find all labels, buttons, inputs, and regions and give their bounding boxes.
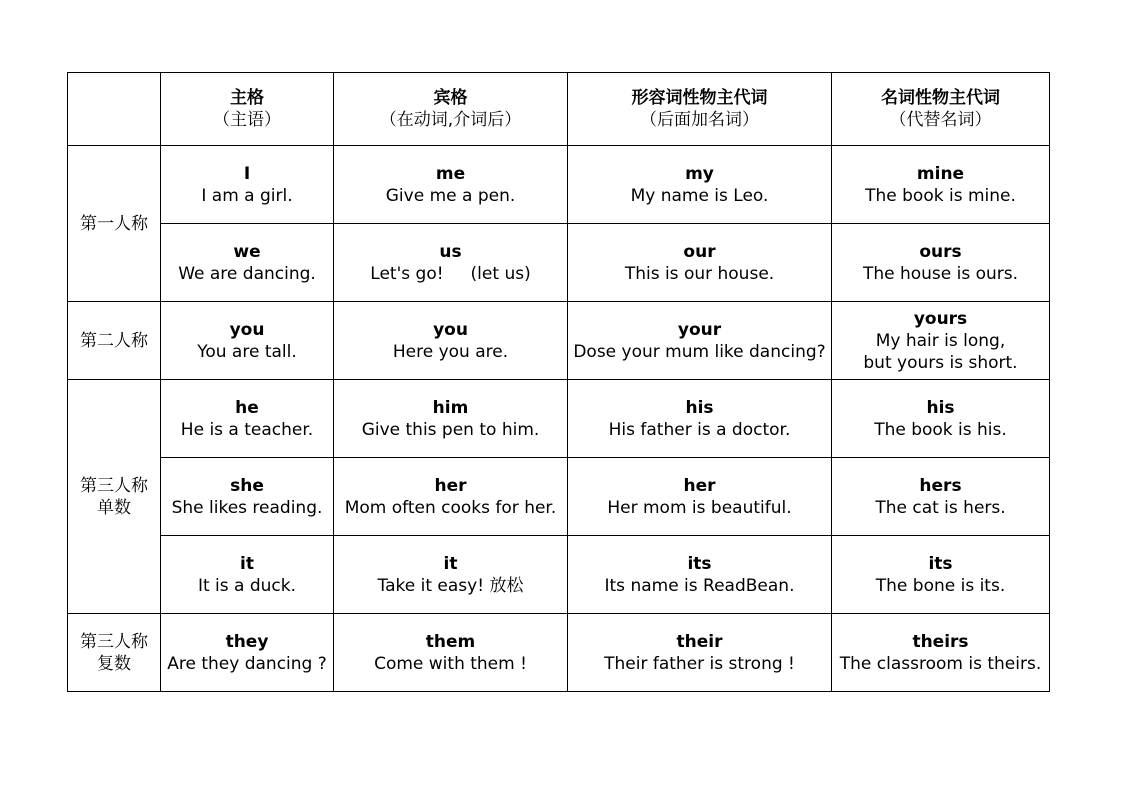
pronoun-word: yours <box>913 308 968 329</box>
pronoun-word: them <box>425 631 476 652</box>
header-subtitle: （在动词,介词后） <box>379 110 522 130</box>
pronoun-table <box>67 72 1050 692</box>
pronoun-word: her <box>683 475 716 496</box>
pronoun-word: they <box>225 631 269 652</box>
pronoun-word: she <box>230 475 264 496</box>
pronoun-cell <box>568 302 832 380</box>
example-sentence: The bone is its. <box>875 575 1006 596</box>
pronoun-word: her <box>434 475 467 496</box>
header-subtitle: （代替名词） <box>889 110 992 130</box>
table-row <box>68 302 1050 380</box>
example-sentence: The classroom is theirs. <box>839 653 1042 674</box>
pronoun-word: its <box>687 553 712 574</box>
example-sentence: The book is his. <box>874 419 1007 440</box>
pronoun-word: we <box>233 241 261 262</box>
pronoun-cell <box>334 458 568 536</box>
pronoun-cell <box>832 458 1050 536</box>
pronoun-cell <box>568 146 832 224</box>
example-sentence: Give me a pen. <box>385 185 516 206</box>
table-row <box>68 614 1050 692</box>
example-sentence: Their father is strong ! <box>604 653 795 674</box>
pronoun-word: it <box>443 553 458 574</box>
example-sentence-continued: but yours is short. <box>863 352 1018 373</box>
group-label-third-person-plural: 第三人称 复数 <box>68 614 161 692</box>
example-sentence: You are tall. <box>197 341 297 362</box>
pronoun-cell <box>161 536 334 614</box>
pronoun-cell <box>161 458 334 536</box>
pronoun-cell <box>568 458 832 536</box>
pronoun-word: their <box>676 631 723 652</box>
example-sentence: Give this pen to him. <box>361 419 540 440</box>
table-row <box>68 458 1050 536</box>
header-title: 形容词性物主代词 <box>631 88 768 108</box>
example-sentence: His father is a doctor. <box>608 419 791 440</box>
group-label-second-person: 第二人称 <box>68 302 161 380</box>
pronoun-word: his <box>685 397 714 418</box>
pronoun-cell <box>832 536 1050 614</box>
example-sentence: Its name is ReadBean. <box>604 575 795 596</box>
pronoun-word: theirs <box>912 631 969 652</box>
pronoun-word: it <box>240 553 254 574</box>
pronoun-cell <box>832 380 1050 458</box>
pronoun-cell <box>832 146 1050 224</box>
pronoun-word: our <box>683 241 716 262</box>
pronoun-cell <box>161 146 334 224</box>
pronoun-cell <box>334 536 568 614</box>
example-sentence: The house is ours. <box>862 263 1019 284</box>
table-row <box>68 224 1050 302</box>
example-sentence: He is a teacher. <box>180 419 314 440</box>
header-title: 主格 <box>230 88 264 108</box>
example-sentence: I am a girl. <box>201 185 293 206</box>
pronoun-word: I <box>243 163 251 184</box>
pronoun-cell <box>568 380 832 458</box>
pronoun-cell <box>161 302 334 380</box>
corner-cell <box>68 73 161 146</box>
example-sentence: My name is Leo. <box>630 185 769 206</box>
header-object-case <box>334 73 568 146</box>
pronoun-cell <box>832 302 1050 380</box>
pronoun-word: his <box>926 397 955 418</box>
pronoun-word: its <box>928 553 953 574</box>
pronoun-word: us <box>439 241 462 262</box>
example-sentence: Are they dancing ? <box>167 653 327 674</box>
pronoun-word: hers <box>919 475 962 496</box>
pronoun-word: mine <box>916 163 965 184</box>
pronoun-cell <box>161 224 334 302</box>
pronoun-word: you <box>433 319 468 340</box>
header-subtitle: （主语） <box>213 110 281 130</box>
example-sentence: She likes reading. <box>171 497 323 518</box>
example-sentence: Dose your mum like dancing? <box>573 341 826 362</box>
example-sentence: Here you are. <box>392 341 509 362</box>
pronoun-cell <box>832 614 1050 692</box>
pronoun-word: ours <box>919 241 962 262</box>
example-sentence: Let's go! (let us) <box>370 263 531 284</box>
header-title: 宾格 <box>433 88 468 108</box>
header-subject-case <box>161 73 334 146</box>
group-label-third-person-singular: 第三人称 单数 <box>68 380 161 614</box>
pronoun-cell <box>334 302 568 380</box>
example-sentence: My hair is long, <box>875 330 1006 351</box>
header-subtitle: （后面加名词） <box>640 110 759 130</box>
pronoun-cell <box>161 614 334 692</box>
group-label-first-person: 第一人称 <box>68 146 161 302</box>
example-sentence: We are dancing. <box>178 263 316 284</box>
pronoun-cell <box>568 224 832 302</box>
example-sentence: Mom often cooks for her. <box>344 497 557 518</box>
pronoun-word: him <box>432 397 469 418</box>
pronoun-cell <box>832 224 1050 302</box>
pronoun-word: your <box>677 319 722 340</box>
example-sentence: The cat is hers. <box>875 497 1006 518</box>
header-row <box>68 73 1050 146</box>
pronoun-word: me <box>435 163 466 184</box>
pronoun-cell <box>568 536 832 614</box>
example-sentence: It is a duck. <box>197 575 297 596</box>
pronoun-word: my <box>685 163 714 184</box>
pronoun-cell <box>334 146 568 224</box>
example-sentence: Her mom is beautiful. <box>607 497 792 518</box>
header-adjective-possessive <box>568 73 832 146</box>
example-sentence: The book is mine. <box>865 185 1016 206</box>
header-title: 名词性物主代词 <box>881 88 1000 108</box>
pronoun-cell <box>568 614 832 692</box>
pronoun-cell <box>161 380 334 458</box>
table-row <box>68 146 1050 224</box>
example-sentence: Take it easy! 放松 <box>377 575 524 596</box>
table-row <box>68 380 1050 458</box>
example-sentence: Come with them ! <box>374 653 527 674</box>
pronoun-word: you <box>229 319 265 340</box>
header-noun-possessive <box>832 73 1050 146</box>
table-row <box>68 536 1050 614</box>
pronoun-cell <box>334 380 568 458</box>
pronoun-word: he <box>235 397 259 418</box>
pronoun-cell <box>334 224 568 302</box>
pronoun-cell <box>334 614 568 692</box>
example-sentence: This is our house. <box>624 263 775 284</box>
